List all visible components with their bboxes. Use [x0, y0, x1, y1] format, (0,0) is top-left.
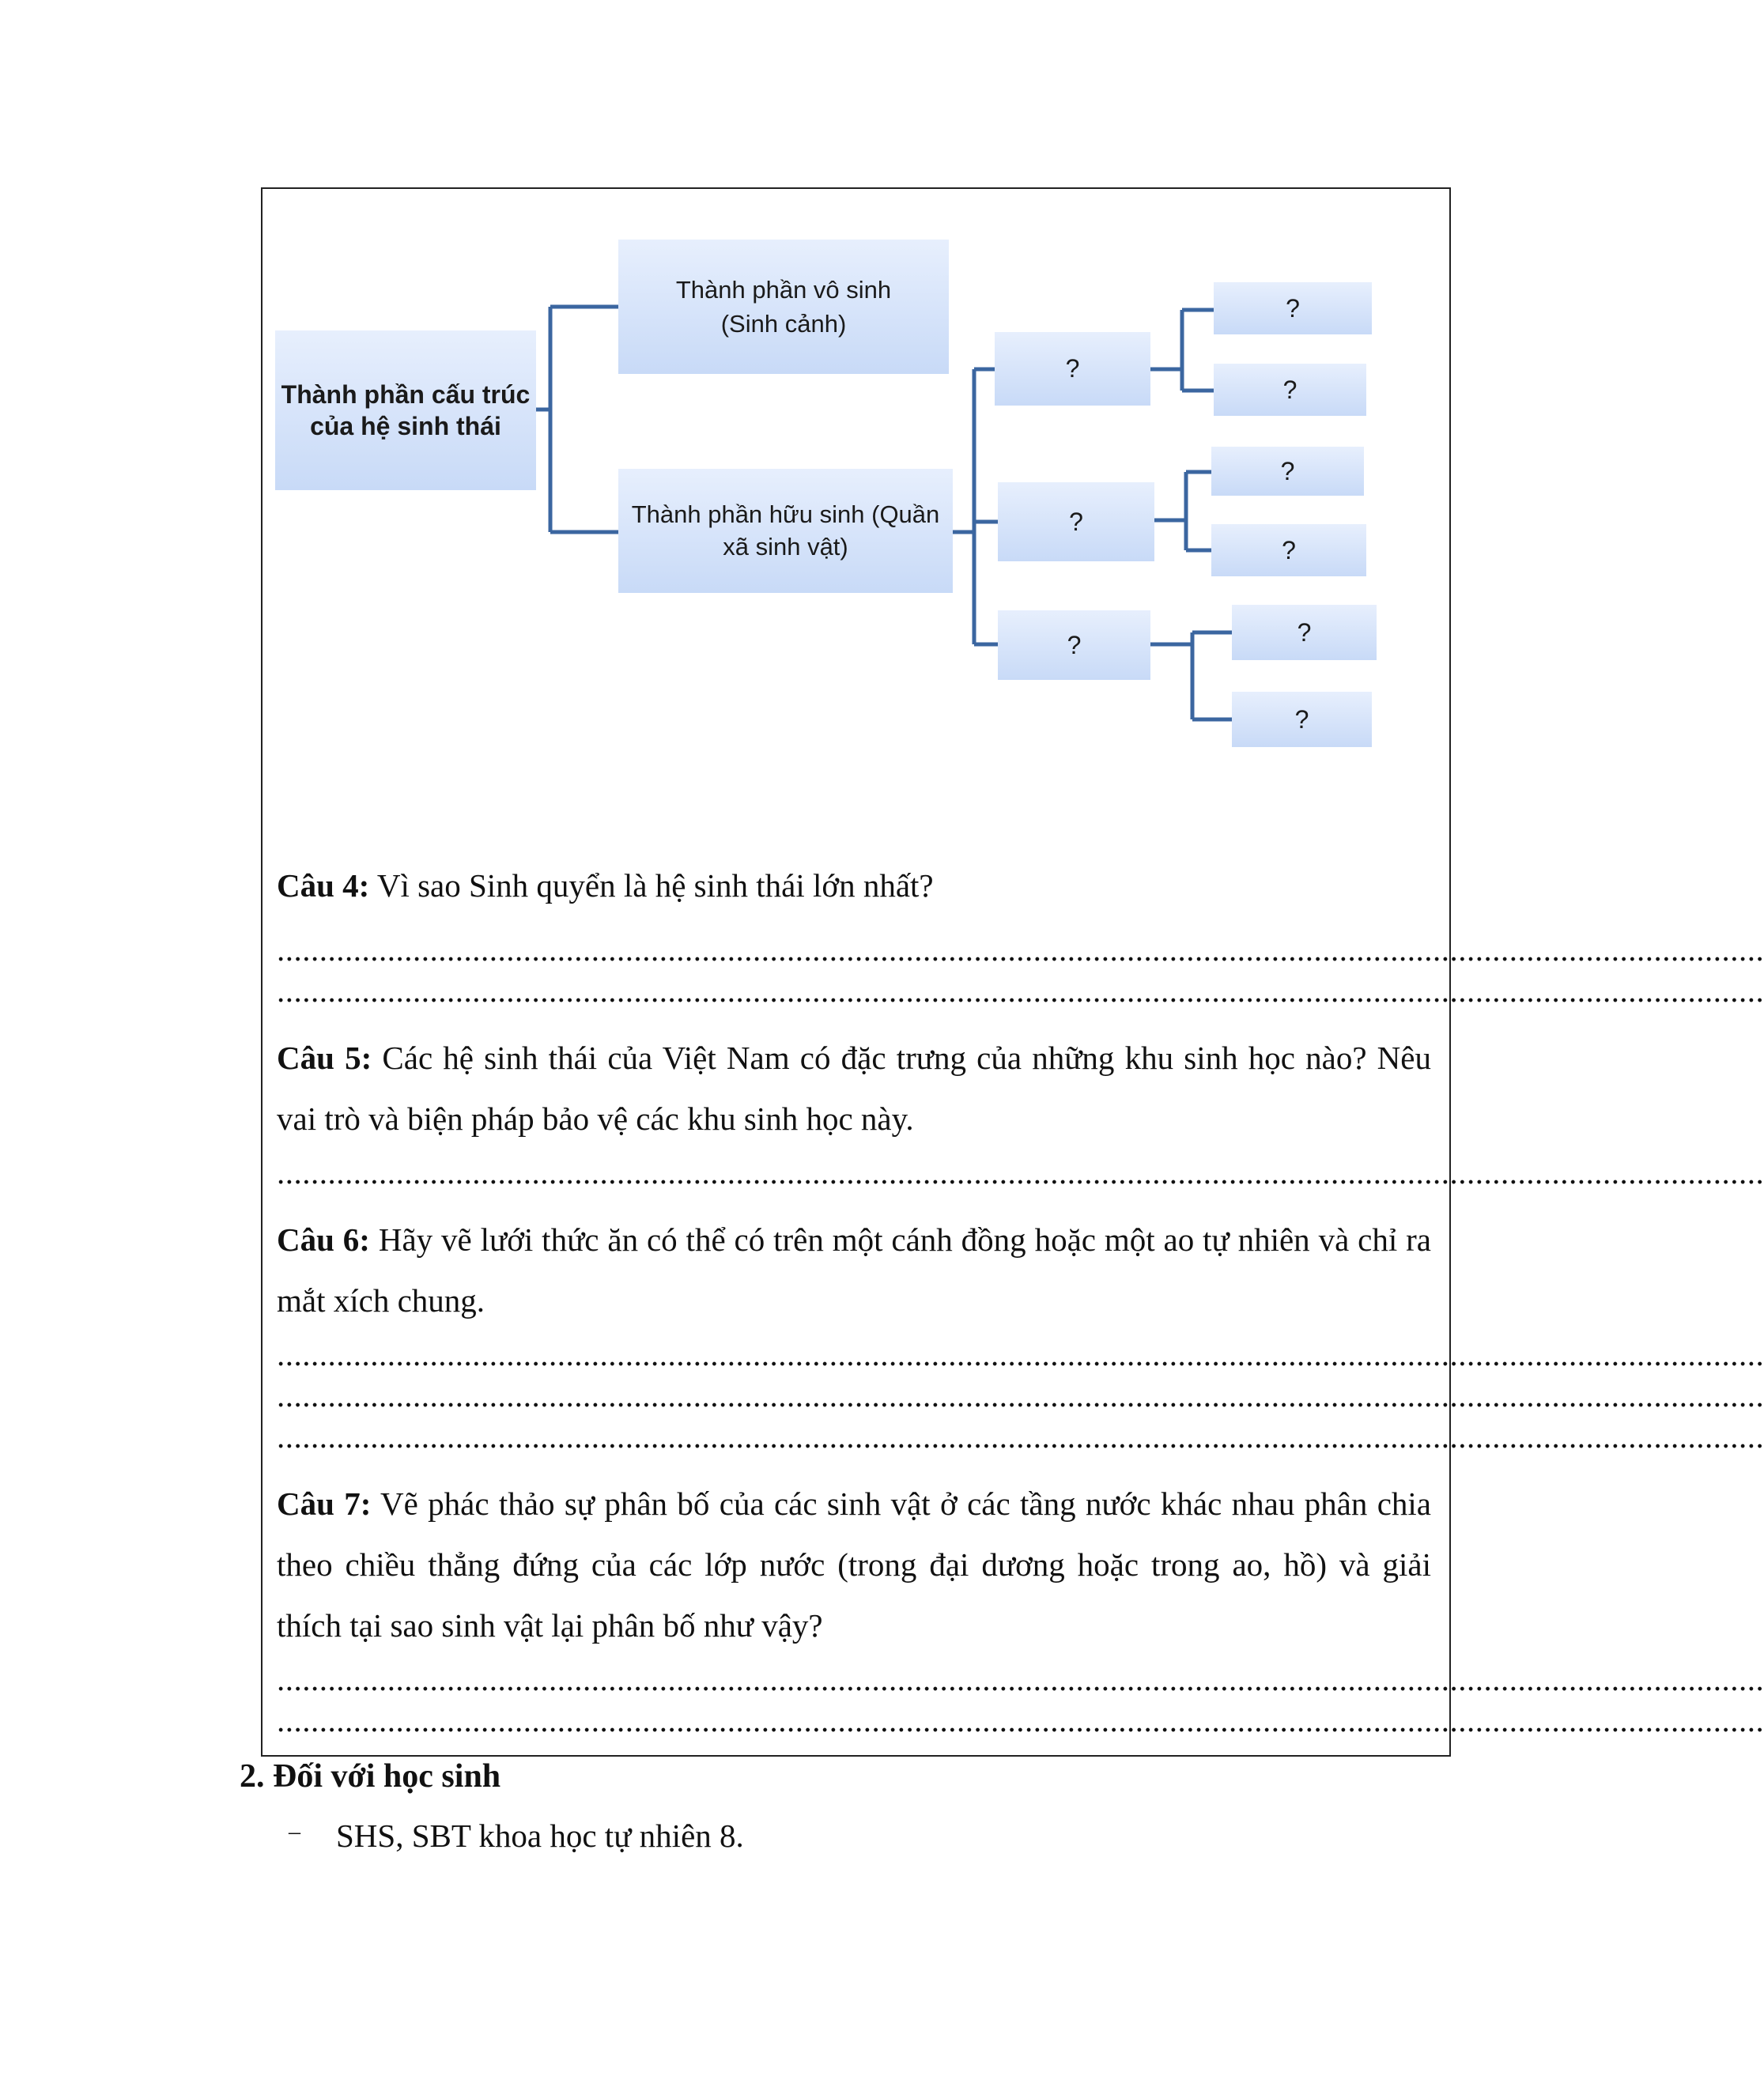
- connector-branch-2: [1154, 472, 1211, 550]
- leaf-box-1b: [1214, 364, 1366, 416]
- answer-line: ...............................................................................................................................................................................: [277, 1702, 1764, 1738]
- question-4-label: Câu 4:: [277, 867, 370, 904]
- question-7-label: Câu 7:: [277, 1485, 372, 1522]
- answer-line: ...............................................................................................................................................................................: [277, 1154, 1764, 1191]
- answer-line: ...............................................................................................................................................................................: [277, 1336, 1764, 1372]
- placeholder-label: ?: [1067, 630, 1082, 659]
- leaf-box-2b: [1211, 524, 1366, 576]
- leaf-box-2a: [1211, 447, 1364, 496]
- abiotic-label-line1: Thành phần vô sinh: [675, 275, 892, 304]
- question-5: [277, 1028, 1431, 1149]
- answer-line: ...............................................................................................................................................................................: [277, 972, 1764, 1009]
- connector-root: [536, 307, 618, 532]
- question-4: [277, 866, 1431, 905]
- abiotic-label-line2: (Sinh cảnh): [720, 310, 847, 338]
- biotic-group-box-2: [998, 482, 1154, 561]
- biotic-label: Thành phần hữu sinh (Quần xã sinh vật): [631, 500, 940, 561]
- answer-line: ...............................................................................................................................................................................: [277, 1418, 1764, 1455]
- section-2-item: SHS, SBT khoa học tự nhiên 8.: [336, 1818, 744, 1854]
- answer-line: ...............................................................................................................................................................................: [277, 1377, 1764, 1414]
- answer-line: ...............................................................................................................................................................................: [277, 1661, 1764, 1697]
- answer-line: ...............................................................................................................................................................................: [277, 931, 1764, 968]
- question-4-text: Vì sao Sinh quyển là hệ sinh thái lớn nhất?: [369, 867, 934, 904]
- connector-branch-3: [1150, 632, 1232, 719]
- placeholder-label: ?: [1297, 617, 1312, 647]
- leaf-box-3b: [1232, 692, 1372, 747]
- question-7-text: Vẽ phác thảo sự phân bố của các sinh vật ở các tầng nước khác nhau phân chia theo chiều thẳng đứng của các lớp nước (trong đại dương hoặc trong ao, hồ) và giải thích tại sao sinh vật lại phân bố như vậy?: [277, 1485, 1431, 1644]
- biotic-box: [618, 469, 953, 593]
- placeholder-label: ?: [1294, 704, 1309, 734]
- question-6-label: Câu 6:: [277, 1221, 370, 1258]
- leaf-box-1a: [1214, 282, 1372, 334]
- bullet-dash: –: [289, 1818, 300, 1844]
- question-7: [277, 1474, 1431, 1656]
- biotic-group-box-1: [995, 332, 1150, 406]
- placeholder-label: ?: [1282, 535, 1296, 564]
- question-5-label: Câu 5:: [277, 1040, 372, 1076]
- diagram-connectors: [0, 0, 1619, 791]
- biotic-group-box-3: [998, 610, 1150, 680]
- connector-biotic: [953, 369, 998, 644]
- placeholder-label: ?: [1065, 354, 1080, 383]
- section-2-heading: 2. Đối với học sinh: [240, 1758, 501, 1795]
- root-box: [275, 330, 536, 490]
- abiotic-box: [618, 240, 949, 374]
- root-label: Thành phần cấu trúc của hệ sinh thái: [281, 380, 531, 440]
- question-6: [277, 1210, 1431, 1331]
- connector-branch-1: [1150, 310, 1214, 391]
- placeholder-label: ?: [1286, 293, 1300, 323]
- question-5-text: Các hệ sinh thái của Việt Nam có đặc trưng của những khu sinh học nào? Nêu vai trò và biện pháp bảo vệ các khu sinh học này.: [277, 1040, 1431, 1137]
- placeholder-label: ?: [1282, 375, 1298, 404]
- placeholder-label: ?: [1280, 456, 1295, 485]
- leaf-box-3a: [1232, 605, 1377, 660]
- question-6-text: Hãy vẽ lưới thức ăn có thể có trên một cánh đồng hoặc một ao tự nhiên và chỉ ra mắt xích chung.: [277, 1221, 1431, 1319]
- placeholder-label: ?: [1069, 507, 1083, 536]
